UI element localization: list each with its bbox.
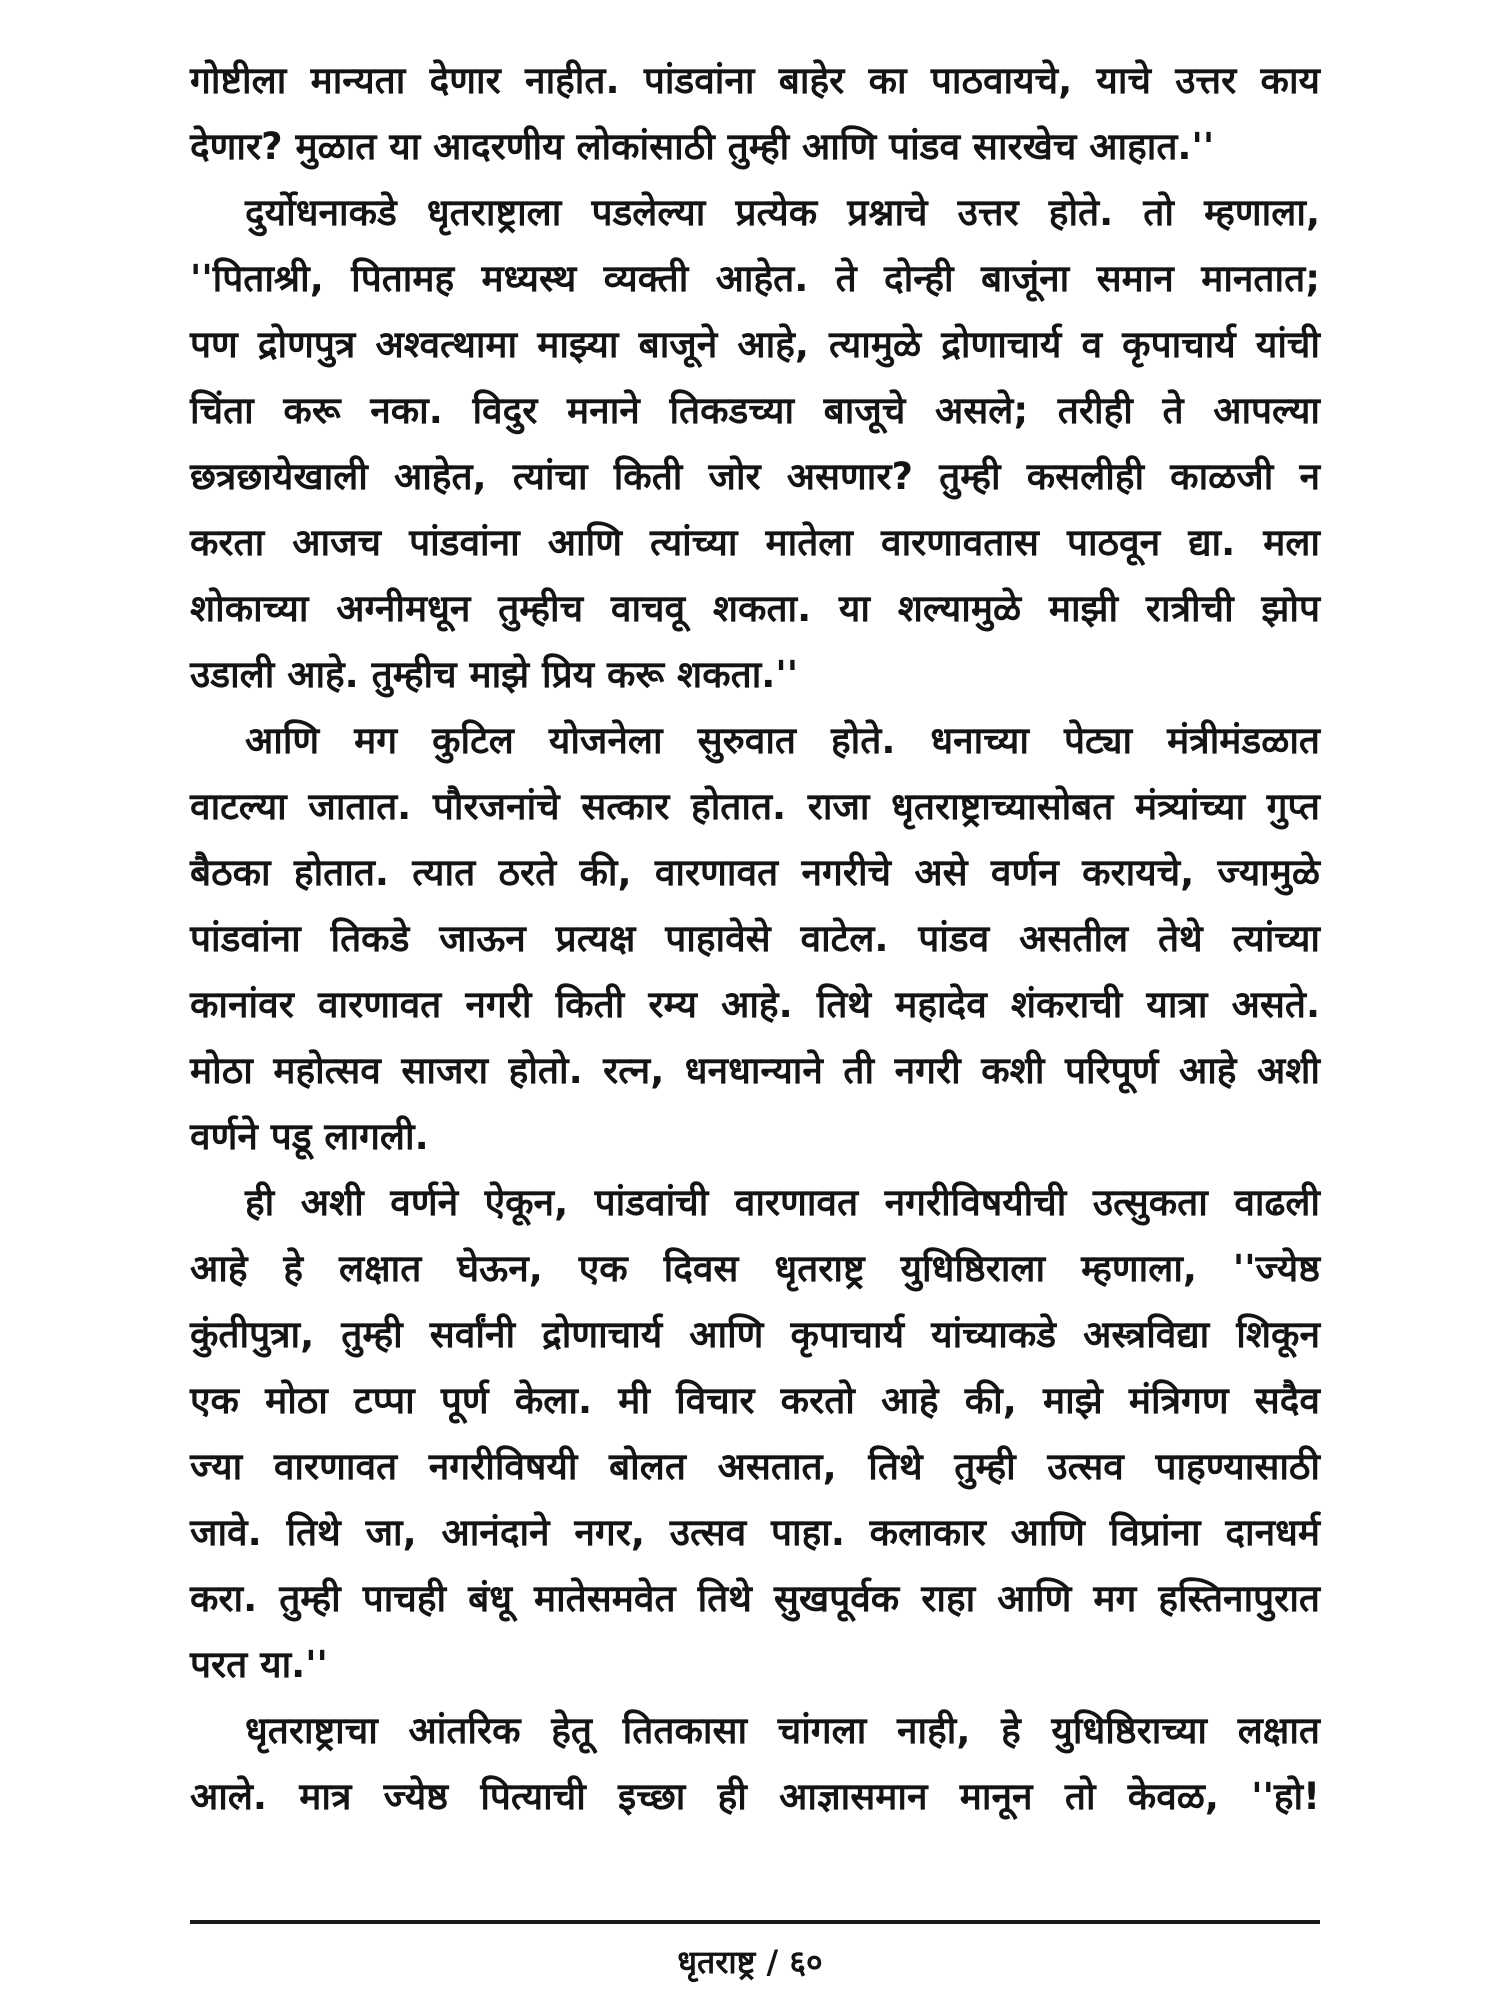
text-line: आले. मात्र ज्येष्ठ पित्याची इच्छा ही आज्ञासमान मानून तो केवळ, ''हो! <box>190 1775 1320 1818</box>
text-line: दुर्योधनाकडे धृतराष्ट्राला पडलेल्या प्रत्येक प्रश्नाचे उत्तर होते. तो म्हणाला, <box>245 191 1320 234</box>
text-line: ज्या वारणावत नगरीविषयी बोलत असतात, तिथे तुम्ही उत्सव पाहण्यासाठी <box>190 1445 1320 1488</box>
text-line: चिंता करू नका. विदुर मनाने तिकडच्या बाजूचे असले; तरीही ते आपल्या <box>190 389 1320 432</box>
text-line: पांडवांना तिकडे जाऊन प्रत्यक्ष पाहावेसे वाटेल. पांडव असतील तेथे त्यांच्या <box>190 917 1320 960</box>
paragraph <box>190 180 1320 708</box>
text-line: करा. तुम्ही पाचही बंधू मातेसमवेत तिथे सुखपूर्वक राहा आणि मग हस्तिनापुरात <box>190 1577 1320 1620</box>
text-line: धृतराष्ट्राचा आंतरिक हेतू तितकासा चांगला नाही, हे युधिष्ठिराच्या लक्षात <box>245 1709 1320 1752</box>
footer-rule <box>190 1920 1320 1924</box>
text-line: पण द्रोणपुत्र अश्वत्थामा माझ्या बाजूने आहे, त्यामुळे द्रोणाचार्य व कृपाचार्य यांची <box>190 323 1320 366</box>
page-footer: धृतराष्ट्र / ६० <box>677 1943 823 1981</box>
text-line: छत्रछायेखाली आहेत, त्यांचा किती जोर असणार? तुम्ही कसलीही काळजी न <box>190 455 1320 498</box>
text-line: करता आजच पांडवांना आणि त्यांच्या मातेला वारणावतास पाठवून द्या. मला <box>190 521 1320 564</box>
text-line: परत या.'' <box>190 1643 328 1686</box>
text-line: आहे हे लक्षात घेऊन, एक दिवस धृतराष्ट्र युधिष्ठिराला म्हणाला, ''ज्येष्ठ <box>190 1247 1320 1290</box>
paragraph <box>190 1170 1320 1698</box>
text-line: वर्णने पडू लागली. <box>190 1115 429 1158</box>
paragraph <box>190 48 1320 180</box>
paragraph <box>190 1698 1320 1830</box>
text-line: शोकाच्या अग्नीमधून तुम्हीच वाचवू शकता. या शल्यामुळे माझी रात्रीची झोप <box>190 587 1320 630</box>
text-line: बैठका होतात. त्यात ठरते की, वारणावत नगरीचे असे वर्णन करायचे, ज्यामुळे <box>190 851 1320 894</box>
page-body <box>190 48 1320 1830</box>
text-line: जावे. तिथे जा, आनंदाने नगर, उत्सव पाहा. कलाकार आणि विप्रांना दानधर्म <box>190 1511 1320 1554</box>
text-line: ही अशी वर्णने ऐकून, पांडवांची वारणावत नगरीविषयीची उत्सुकता वाढली <box>245 1181 1320 1224</box>
text-line: देणार? मुळात या आदरणीय लोकांसाठी तुम्ही आणि पांडव सारखेच आहात.'' <box>190 125 1215 168</box>
text-line: एक मोठा टप्पा पूर्ण केला. मी विचार करतो आहे की, माझे मंत्रिगण सदैव <box>190 1379 1320 1422</box>
text-line: गोष्टीला मान्यता देणार नाहीत. पांडवांना बाहेर का पाठवायचे, याचे उत्तर काय <box>190 59 1320 102</box>
text-line: कानांवर वारणावत नगरी किती रम्य आहे. तिथे महादेव शंकराची यात्रा असते. <box>190 983 1320 1026</box>
text-line: वाटल्या जातात. पौरजनांचे सत्कार होतात. राजा धृतराष्ट्राच्यासोबत मंत्र्यांच्या गुप्त <box>190 785 1320 828</box>
paragraph <box>190 708 1320 1170</box>
text-line: कुंतीपुत्रा, तुम्ही सर्वांनी द्रोणाचार्य आणि कृपाचार्य यांच्याकडे अस्त्रविद्या शिकून <box>190 1313 1320 1356</box>
text-line: मोठा महोत्सव साजरा होतो. रत्न, धनधान्याने ती नगरी कशी परिपूर्ण आहे अशी <box>190 1049 1320 1092</box>
text-line: उडाली आहे. तुम्हीच माझे प्रिय करू शकता.'' <box>190 653 799 696</box>
text-line: ''पिताश्री, पितामह मध्यस्थ व्यक्ती आहेत. ते दोन्ही बाजूंना समान मानतात; <box>190 257 1320 300</box>
text-line: आणि मग कुटिल योजनेला सुरुवात होते. धनाच्या पेट्या मंत्रीमंडळात <box>245 719 1320 762</box>
